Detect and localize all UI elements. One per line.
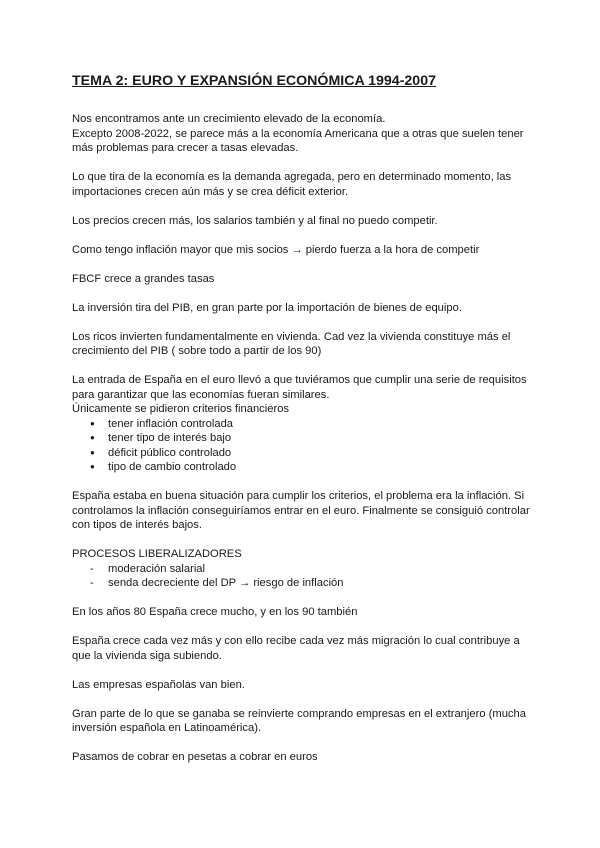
paragraph-4: Los precios crecen más, los salarios también y al final no puedo competir. (72, 214, 438, 227)
paragraph-7: La inversión tira del PIB, en gran parte por la importación de bienes de equipo. (72, 301, 462, 314)
paragraph-2: Excepto 2008-2022, se parece más a la economía Americana que a otras que suelen tener más problemas para crecer a tasas elevadas. (72, 127, 524, 154)
document-content (72, 72, 534, 765)
paragraph-16: Gran parte de lo que se ganaba se reinvierte comprando empresas en el extranjero (mucha inversión española en Latinoamérica). (72, 707, 526, 734)
paragraph-11: España estaba en buena situación para cumplir los criterios, el problema era la inflación. Si controlamos la inflación conseguiríamos entrar en el euro. Finalmente se consiguió controlar con tipos de interés bajos. (72, 490, 530, 531)
list-item: - moderación salarial (72, 562, 534, 577)
list-item: ● déficit público controlado (72, 446, 534, 461)
criteria-list (72, 417, 534, 475)
page-title: TEMA 2: EURO Y EXPANSIÓN ECONÓMICA 1994-2007 (72, 73, 436, 89)
paragraph-8: Los ricos invierten fundamentalmente en vivienda. Cad vez la vivienda constituye más el crecimiento del PIB ( sobre todo a partir de los 90) (72, 330, 511, 357)
paragraph-10: Únicamente se pidieron criterios financieros (72, 403, 290, 415)
paragraph-13: En los años 80 España crece mucho, y en los 90 también (72, 606, 358, 618)
list-item: ● tener tipo de interés bajo (72, 431, 534, 446)
processes-list (72, 562, 534, 591)
paragraph-6: FBCF crece a grandes tasas (72, 272, 215, 285)
paragraph-14: España crece cada vez más y con ello recibe cada vez más migración lo cual contribuye a que la vivienda siga subiendo. (72, 635, 520, 662)
paragraph-5: Como tengo inflación mayor que mis socios → pierdo fuerza a la hora de competir (72, 243, 480, 256)
paragraph-17: Pasamos de cobrar en pesetas a cobrar en euros (72, 751, 318, 763)
paragraph-9: La entrada de España en el euro llevó a que tuviéramos que cumplir una serie de requisitos para garantizar que las economías fueran similares. (72, 374, 527, 401)
list-item: - senda decreciente del DP → riesgo de inflación (72, 576, 534, 591)
section-heading-procesos: PROCESOS LIBERALIZADORES (72, 548, 242, 560)
list-item: ● tener inflación controlada (72, 417, 534, 432)
paragraph-3: Lo que tira de la economía es la demanda agregada, pero en determinado momento, las importaciones crecen aún más y se crea déficit exterior. (72, 171, 512, 198)
paragraph-15: Las empresas españolas van bien. (72, 678, 245, 691)
list-item: ● tipo de cambio controlado (72, 460, 534, 475)
paragraph-1: Nos encontramos ante un crecimiento elevado de la economía. (72, 113, 386, 125)
